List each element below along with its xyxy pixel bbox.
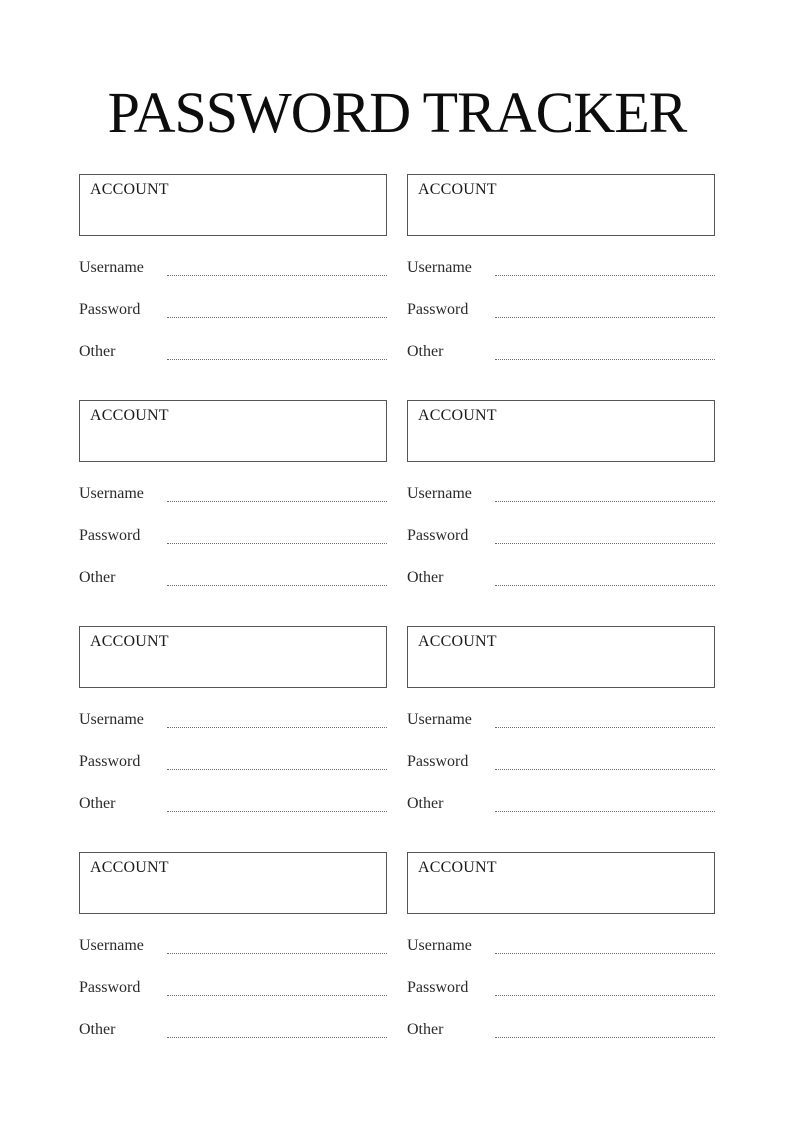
username-line[interactable] xyxy=(167,501,387,502)
username-row xyxy=(407,710,715,734)
password-line[interactable] xyxy=(495,769,715,770)
other-line[interactable] xyxy=(495,1037,715,1038)
username-line[interactable] xyxy=(495,275,715,276)
other-label: Other xyxy=(407,795,444,812)
username-line[interactable] xyxy=(167,275,387,276)
password-label: Password xyxy=(79,979,141,996)
other-line[interactable] xyxy=(167,811,387,812)
other-row xyxy=(407,1020,715,1044)
username-line[interactable] xyxy=(167,727,387,728)
other-label: Other xyxy=(79,569,116,586)
page-title: PASSWORD TRACKER xyxy=(107,80,687,145)
other-row xyxy=(79,342,387,366)
password-label: Password xyxy=(79,753,141,770)
password-entry xyxy=(79,400,387,626)
other-line[interactable] xyxy=(495,811,715,812)
password-line[interactable] xyxy=(495,317,715,318)
other-label: Other xyxy=(79,343,116,360)
other-row xyxy=(79,568,387,592)
username-row xyxy=(407,258,715,282)
password-line[interactable] xyxy=(167,769,387,770)
other-row xyxy=(79,794,387,818)
username-label: Username xyxy=(407,711,472,728)
password-row xyxy=(79,526,387,550)
username-line[interactable] xyxy=(495,501,715,502)
password-entry xyxy=(407,400,715,626)
other-line[interactable] xyxy=(495,359,715,360)
other-line[interactable] xyxy=(167,585,387,586)
password-row xyxy=(79,978,387,1002)
username-row xyxy=(79,936,387,960)
other-line[interactable] xyxy=(495,585,715,586)
entries-grid xyxy=(79,174,715,1078)
account-label: ACCOUNT xyxy=(90,633,169,650)
other-row xyxy=(407,568,715,592)
password-row xyxy=(407,752,715,776)
other-label: Other xyxy=(407,343,444,360)
password-entry xyxy=(79,626,387,852)
username-label: Username xyxy=(79,937,144,954)
account-box[interactable] xyxy=(79,400,387,462)
password-row xyxy=(407,300,715,324)
other-line[interactable] xyxy=(167,1037,387,1038)
password-row xyxy=(407,526,715,550)
username-label: Username xyxy=(407,937,472,954)
password-label: Password xyxy=(407,979,469,996)
other-label: Other xyxy=(79,1021,116,1038)
username-line[interactable] xyxy=(167,953,387,954)
password-line[interactable] xyxy=(495,543,715,544)
password-row xyxy=(407,978,715,1002)
other-label: Other xyxy=(79,795,116,812)
username-label: Username xyxy=(79,259,144,276)
username-label: Username xyxy=(407,259,472,276)
password-entry xyxy=(407,626,715,852)
username-row xyxy=(407,936,715,960)
other-label: Other xyxy=(407,569,444,586)
account-box[interactable] xyxy=(407,626,715,688)
username-line[interactable] xyxy=(495,727,715,728)
account-label: ACCOUNT xyxy=(90,407,169,424)
other-label: Other xyxy=(407,1021,444,1038)
username-row xyxy=(407,484,715,508)
username-line[interactable] xyxy=(495,953,715,954)
account-box[interactable] xyxy=(407,852,715,914)
password-line[interactable] xyxy=(495,995,715,996)
other-line[interactable] xyxy=(167,359,387,360)
account-label: ACCOUNT xyxy=(418,407,497,424)
account-box[interactable] xyxy=(79,626,387,688)
account-label: ACCOUNT xyxy=(418,859,497,876)
password-line[interactable] xyxy=(167,317,387,318)
password-label: Password xyxy=(407,753,469,770)
account-box[interactable] xyxy=(407,400,715,462)
password-entry xyxy=(79,852,387,1078)
password-label: Password xyxy=(79,527,141,544)
password-row xyxy=(79,752,387,776)
other-row xyxy=(407,342,715,366)
password-label: Password xyxy=(407,527,469,544)
username-row xyxy=(79,258,387,282)
other-row xyxy=(407,794,715,818)
password-label: Password xyxy=(407,301,469,318)
password-line[interactable] xyxy=(167,543,387,544)
password-entry xyxy=(79,174,387,400)
password-row xyxy=(79,300,387,324)
password-label: Password xyxy=(79,301,141,318)
account-label: ACCOUNT xyxy=(418,181,497,198)
password-entry xyxy=(407,174,715,400)
other-row xyxy=(79,1020,387,1044)
username-label: Username xyxy=(79,485,144,502)
username-label: Username xyxy=(79,711,144,728)
account-label: ACCOUNT xyxy=(90,181,169,198)
username-row xyxy=(79,484,387,508)
account-box[interactable] xyxy=(407,174,715,236)
username-label: Username xyxy=(407,485,472,502)
account-box[interactable] xyxy=(79,852,387,914)
username-row xyxy=(79,710,387,734)
password-line[interactable] xyxy=(167,995,387,996)
account-label: ACCOUNT xyxy=(418,633,497,650)
account-box[interactable] xyxy=(79,174,387,236)
account-label: ACCOUNT xyxy=(90,859,169,876)
password-entry xyxy=(407,852,715,1078)
